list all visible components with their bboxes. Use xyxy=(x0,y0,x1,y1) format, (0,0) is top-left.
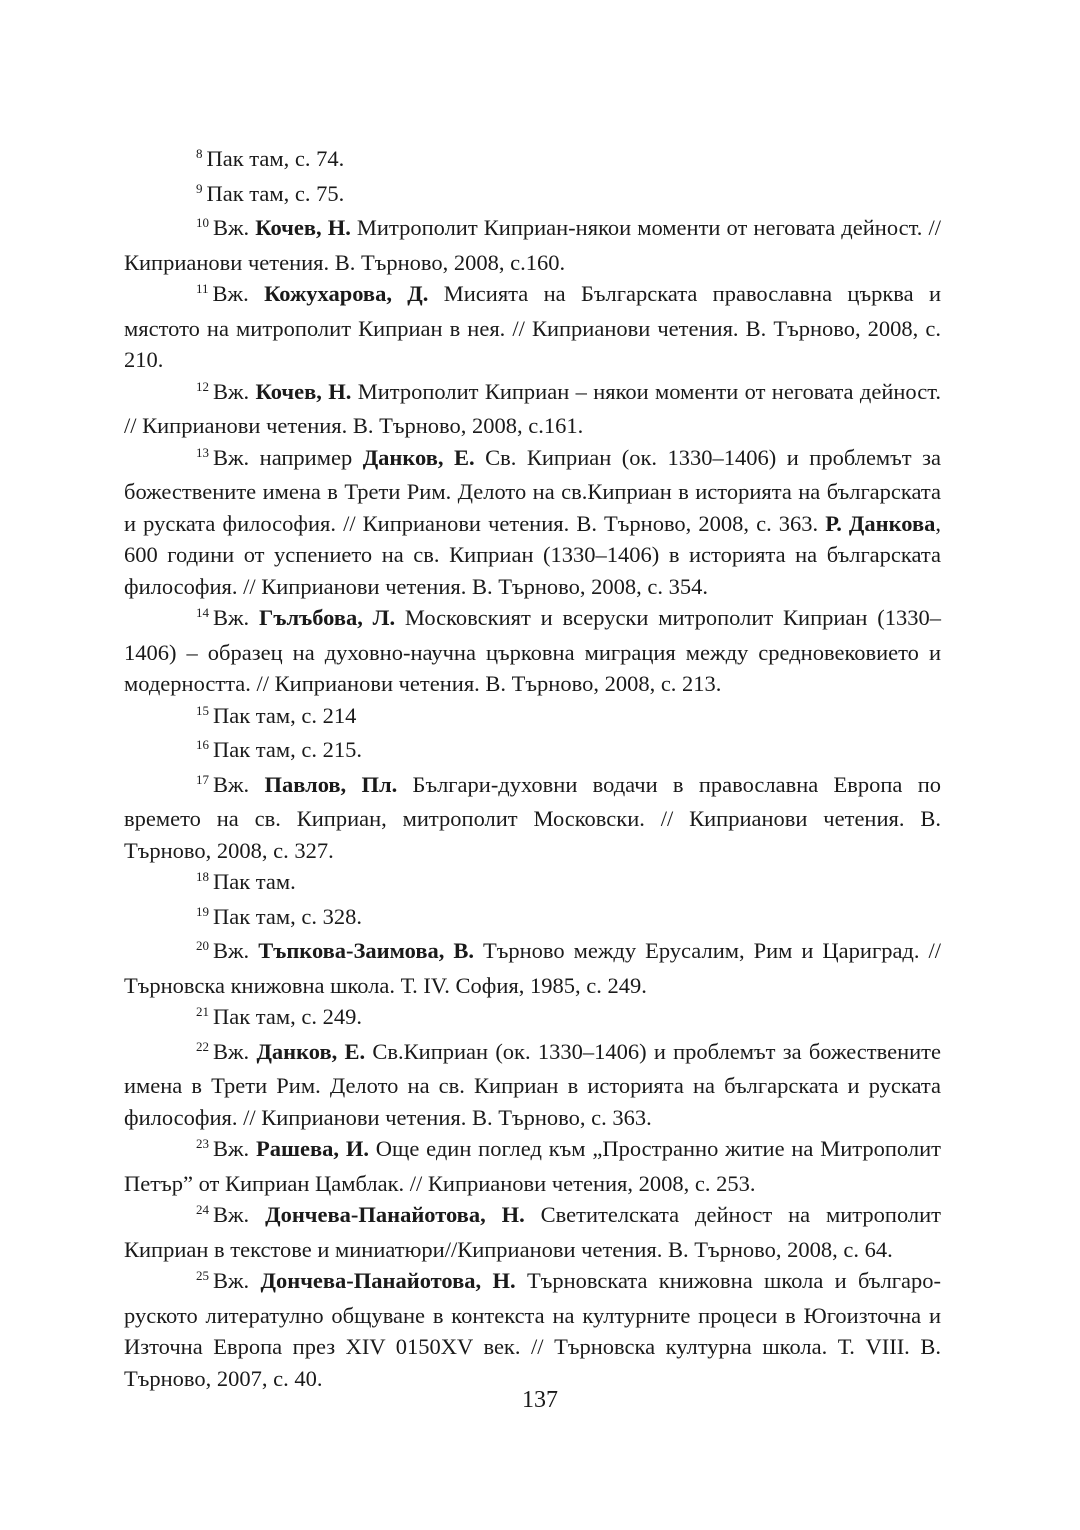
footnote-number: 21 xyxy=(196,1004,209,1019)
footnote-19 xyxy=(124,901,941,936)
footnote-number: 16 xyxy=(196,737,209,752)
footnote-text: Още един поглед към „Пространно житие на Митрополит Петър” от Киприан Цамблак. // Киприанови четения, 2008, с. 253. xyxy=(124,1136,941,1196)
footnote-24 xyxy=(124,1199,941,1265)
footnote-17 xyxy=(124,769,941,867)
author-name: Тъпкова-Заимова, В. xyxy=(258,938,474,963)
footnote-text: Търново между Ерусалим, Рим и Цариград. // Търновска книжовна школа. Т. IV. София, 1985, с. 249. xyxy=(124,938,941,998)
footnote-21 xyxy=(124,1001,941,1036)
author-name: Кочев, Н. xyxy=(255,378,352,404)
footnote-number: 22 xyxy=(196,1038,209,1054)
footnote-text: Вж. xyxy=(213,215,256,240)
footnote-text: Вж. xyxy=(213,378,256,404)
footnote-13 xyxy=(124,442,941,603)
footnote-12 xyxy=(124,376,941,442)
footnote-text: Вж. xyxy=(213,605,260,630)
footnote-text: Митрополит Киприан – някои моменти от неговата дейност. // Киприанови четения. В. Търново, 2008, с.161. xyxy=(124,378,941,438)
author-name: Павлов, Пл. xyxy=(264,771,398,797)
footnote-text: Пак там. xyxy=(213,869,296,894)
footnote-18 xyxy=(124,866,941,901)
footnote-text: Светителската дейност на митрополит Киприан в текстове и миниатюри//Киприанови четения. В. Търново, 2008, с. 64. xyxy=(124,1202,942,1262)
author-name: Кожухарова, Д. xyxy=(264,281,429,306)
footnote-text: Мисията на Българската православна църква и мястото на митрополит Киприан в нея. // Киприанови четения. В. Търново, 2008, с. 210. xyxy=(124,281,941,372)
page-number: 137 xyxy=(522,1387,558,1413)
footnote-text: Митрополит Киприан-някои моменти от неговата дейност. // Киприанови четения. В. Търново, 2008, с.160. xyxy=(124,215,941,275)
footnote-text: Търновската книжовна школа и българо-руското литератулно общуване в контекста на културните процеси в Югоизточна и Източна Европа през XIV 0150XV век. // Търновска културна школа. Т. VIII. В. Търново, 2007, с. 40. xyxy=(124,1268,942,1391)
footnote-number: 15 xyxy=(196,702,209,718)
footnote-text: Вж. например xyxy=(213,444,363,470)
author-name: Рашева, И. xyxy=(256,1136,369,1161)
footnote-text: Пак там, с. 328. xyxy=(213,903,362,929)
author-name: Р. Данкова xyxy=(825,510,936,536)
footnote-23 xyxy=(124,1133,941,1199)
footnote-text: Пак там, с. 249. xyxy=(213,1004,362,1029)
footnote-text: Св.Киприан (ок. 1330–1406) и проблемът за божествените имена в Трети Рим. Делото на св. Киприан в историята на българската и руската философия. // Киприанови четения. В. Търново, с. 363. xyxy=(124,1038,941,1130)
footnote-number: 10 xyxy=(196,215,209,230)
footnote-text: Вж. xyxy=(213,1038,257,1064)
footnote-text: Вж. xyxy=(213,1268,261,1293)
footnote-text: Пак там, с. 75. xyxy=(206,180,345,206)
footnote-text: Пак там, с. 214 xyxy=(213,702,357,728)
footnote-8 xyxy=(124,143,941,178)
footnote-text: Вж. xyxy=(213,1202,266,1227)
footnote-15 xyxy=(124,700,941,735)
footnote-text: Българи-духовни водачи в православна Европа по времето на св. Киприан, митрополит Московски. // Киприанови четения. В. Търново, 2008, с. 327. xyxy=(124,771,942,863)
footnote-text: Св. Киприан (ок. 1330–1406) и проблемът за божествените имена в Трети Рим. Делото на св.Киприан в историята на българската и руската философия. // Киприанови четения. В. Търново, 2008, с. 363. xyxy=(124,444,941,536)
footnote-number: 24 xyxy=(196,1202,209,1217)
footnote-text: Вж. xyxy=(212,281,265,306)
footnote-number: 20 xyxy=(196,938,209,953)
footnote-14 xyxy=(124,602,941,700)
footnote-number: 12 xyxy=(196,378,209,394)
footnote-9 xyxy=(124,178,941,213)
footnote-number: 18 xyxy=(196,869,209,884)
footnote-text: Пак там, с. 215. xyxy=(213,737,362,762)
footnote-number: 25 xyxy=(196,1268,209,1283)
footnote-11 xyxy=(124,278,941,376)
author-name: Данков, Е. xyxy=(362,444,475,470)
footnotes-block xyxy=(124,143,941,1394)
author-name: Кочев, Н. xyxy=(255,215,351,240)
footnote-number: 17 xyxy=(196,771,209,787)
footnote-text: Вж. xyxy=(213,1136,256,1161)
footnote-number: 8 xyxy=(196,146,203,161)
footnote-text: Московският и всеруски митрополит Киприан (1330–1406) – образец на духовно-научна църковна миграция между средновековието и модерността. // Киприанови четения. В. Търново, 2008, с. 213. xyxy=(124,605,942,696)
footnote-number: 23 xyxy=(196,1136,209,1151)
footnote-10 xyxy=(124,212,941,278)
footnote-text: Вж. xyxy=(213,771,265,797)
footnote-number: 11 xyxy=(196,281,209,296)
footnote-number: 19 xyxy=(196,903,209,919)
footnote-number: 13 xyxy=(196,444,209,460)
footnote-number: 9 xyxy=(196,180,203,196)
author-name: Данков, Е. xyxy=(256,1038,366,1064)
footnote-number: 14 xyxy=(196,605,209,620)
footnote-text: Пак там, с. 74. xyxy=(206,146,345,171)
footnote-16 xyxy=(124,734,941,769)
author-name: Дончева-Панайотова, Н. xyxy=(265,1202,525,1227)
author-name: Дончева-Панайотова, Н. xyxy=(260,1268,516,1293)
footnote-text: Вж. xyxy=(213,938,259,963)
author-name: Гълъбова, Л. xyxy=(259,605,396,630)
footnote-22 xyxy=(124,1036,941,1134)
footnote-text: , 600 години от успението на св. Киприан (1330–1406) в историята на българската философия. // Киприанови четения. В. Търново, 2008, с. 354. xyxy=(124,510,941,599)
footnote-25 xyxy=(124,1265,941,1394)
footnote-20 xyxy=(124,935,941,1001)
